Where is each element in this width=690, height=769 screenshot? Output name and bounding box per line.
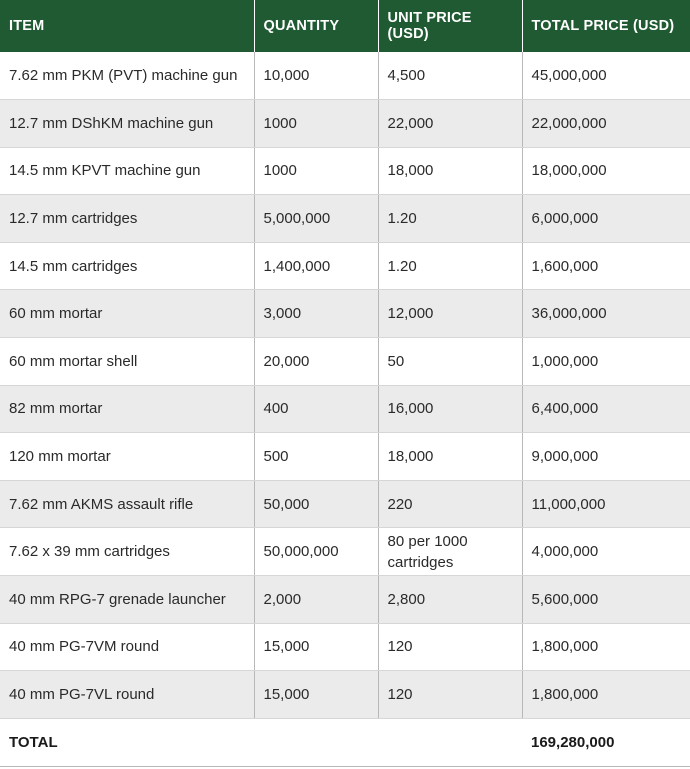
cell-total-price: 9,000,000 xyxy=(522,433,690,481)
cell-item: 12.7 mm DShKM machine gun xyxy=(0,100,254,148)
cell-quantity: 15,000 xyxy=(254,671,378,719)
table-body xyxy=(0,52,690,718)
total-unit-price-cell xyxy=(378,718,522,766)
cell-item: 7.62 mm PKM (PVT) machine gun xyxy=(0,52,254,100)
cell-unit-price: 4,500 xyxy=(378,52,522,100)
cell-unit-price: 80 per 1000 cartridges xyxy=(378,528,522,576)
cell-quantity: 50,000 xyxy=(254,480,378,528)
cell-item: 7.62 x 39 mm cartridges xyxy=(0,528,254,576)
cell-unit-price: 12,000 xyxy=(378,290,522,338)
table-footer xyxy=(0,718,690,766)
column-header-unit-price: UNIT PRICE (USD) xyxy=(378,0,522,52)
cell-item: 7.62 mm AKMS assault rifle xyxy=(0,480,254,528)
header-row xyxy=(0,0,690,52)
table-row xyxy=(0,52,690,100)
total-row xyxy=(0,718,690,766)
cell-total-price: 6,400,000 xyxy=(522,385,690,433)
table-row xyxy=(0,671,690,719)
cell-quantity: 5,000,000 xyxy=(254,195,378,243)
total-quantity-cell xyxy=(254,718,378,766)
column-header-quantity: QUANTITY xyxy=(254,0,378,52)
cell-quantity: 1000 xyxy=(254,147,378,195)
cell-item: 120 mm mortar xyxy=(0,433,254,481)
cell-total-price: 22,000,000 xyxy=(522,100,690,148)
cell-quantity: 15,000 xyxy=(254,623,378,671)
cell-quantity: 1000 xyxy=(254,100,378,148)
cell-item: 12.7 mm cartridges xyxy=(0,195,254,243)
cell-total-price: 6,000,000 xyxy=(522,195,690,243)
cell-item: 14.5 mm KPVT machine gun xyxy=(0,147,254,195)
cell-unit-price: 2,800 xyxy=(378,576,522,624)
table-header xyxy=(0,0,690,52)
cell-item: 40 mm PG-7VL round xyxy=(0,671,254,719)
cell-total-price: 1,800,000 xyxy=(522,671,690,719)
cell-unit-price: 22,000 xyxy=(378,100,522,148)
table-row xyxy=(0,338,690,386)
cell-total-price: 1,600,000 xyxy=(522,242,690,290)
cell-item: 14.5 mm cartridges xyxy=(0,242,254,290)
cell-total-price: 11,000,000 xyxy=(522,480,690,528)
cell-total-price: 36,000,000 xyxy=(522,290,690,338)
cell-quantity: 2,000 xyxy=(254,576,378,624)
cell-quantity: 10,000 xyxy=(254,52,378,100)
cell-quantity: 50,000,000 xyxy=(254,528,378,576)
column-header-item: ITEM xyxy=(9,18,45,34)
cell-item: 40 mm PG-7VM round xyxy=(0,623,254,671)
table-row xyxy=(0,290,690,338)
cell-quantity: 1,400,000 xyxy=(254,242,378,290)
table-row xyxy=(0,100,690,148)
cell-item: 60 mm mortar xyxy=(0,290,254,338)
table-row xyxy=(0,576,690,624)
cell-quantity: 400 xyxy=(254,385,378,433)
cell-unit-price: 1.20 xyxy=(378,242,522,290)
cell-unit-price: 50 xyxy=(378,338,522,386)
cell-unit-price: 16,000 xyxy=(378,385,522,433)
table-row xyxy=(0,623,690,671)
cell-item: 82 mm mortar xyxy=(0,385,254,433)
table-row xyxy=(0,385,690,433)
cell-total-price: 1,800,000 xyxy=(522,623,690,671)
cell-unit-price: 220 xyxy=(378,480,522,528)
cell-total-price: 5,600,000 xyxy=(522,576,690,624)
cell-total-price: 45,000,000 xyxy=(522,52,690,100)
table-row xyxy=(0,433,690,481)
table-row xyxy=(0,242,690,290)
table-row xyxy=(0,528,690,576)
cell-quantity: 3,000 xyxy=(254,290,378,338)
table-row xyxy=(0,480,690,528)
table-row xyxy=(0,147,690,195)
cell-item: 40 mm RPG-7 grenade launcher xyxy=(0,576,254,624)
cell-total-price: 1,000,000 xyxy=(522,338,690,386)
cell-total-price: 18,000,000 xyxy=(522,147,690,195)
cell-quantity: 500 xyxy=(254,433,378,481)
cell-unit-price: 18,000 xyxy=(378,147,522,195)
total-label: TOTAL xyxy=(0,718,254,766)
cell-total-price: 4,000,000 xyxy=(522,528,690,576)
table-row xyxy=(0,195,690,243)
cell-unit-price: 120 xyxy=(378,623,522,671)
cell-unit-price: 120 xyxy=(378,671,522,719)
cell-quantity: 20,000 xyxy=(254,338,378,386)
cell-unit-price: 18,000 xyxy=(378,433,522,481)
cell-unit-price: 1.20 xyxy=(378,195,522,243)
cell-item: 60 mm mortar shell xyxy=(0,338,254,386)
total-value: 169,280,000 xyxy=(522,718,690,766)
column-header-total-price: TOTAL PRICE (USD) xyxy=(522,0,690,52)
